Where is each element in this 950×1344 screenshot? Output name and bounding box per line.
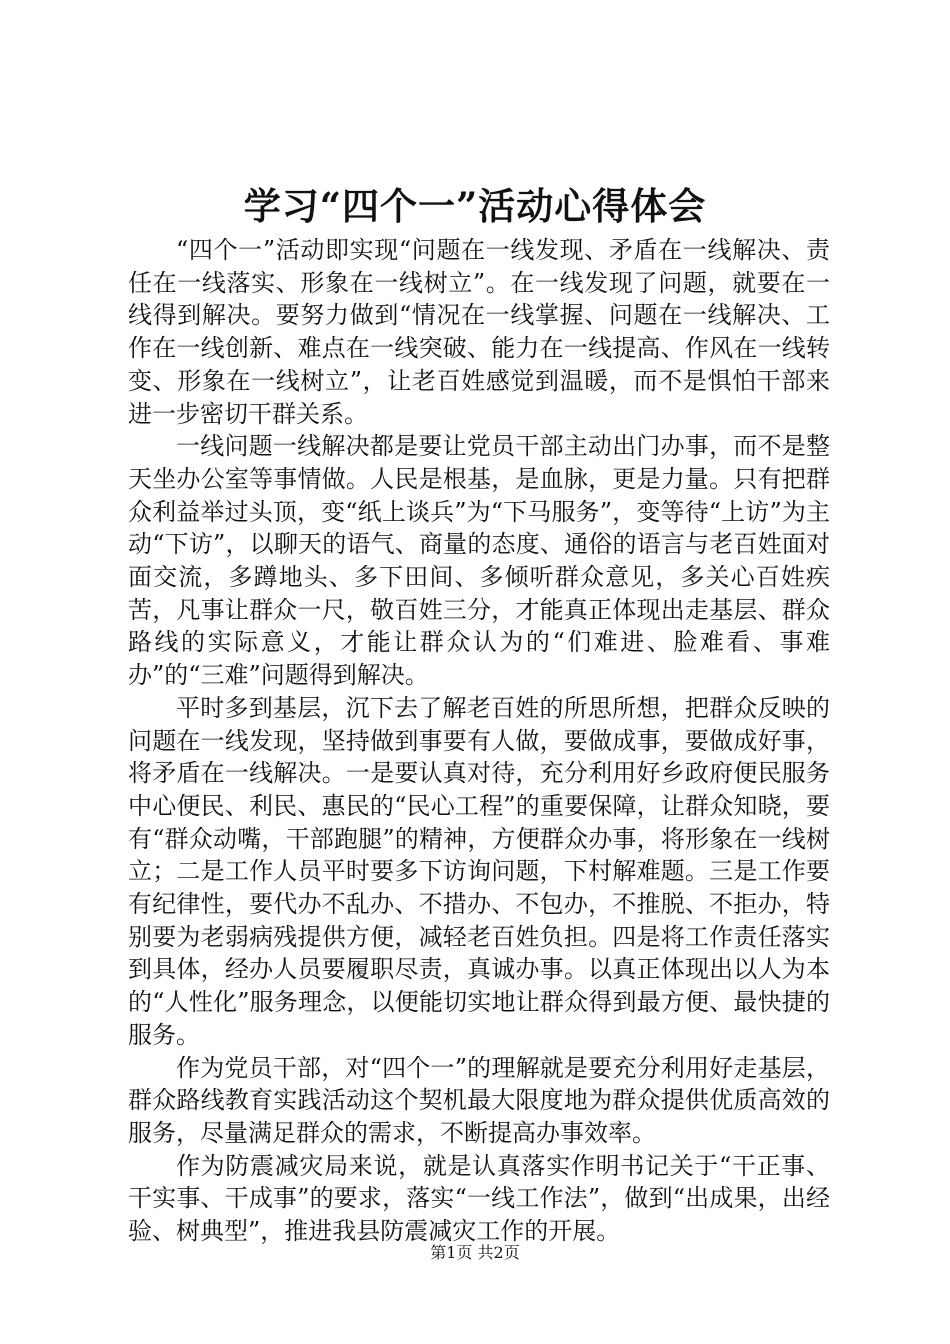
document-body [128, 234, 830, 1248]
paragraph-4: 作为党员干部，对“四个一”的理解就是要充分利用好走基层，群众路线教育实践活动这个契机最大限度地为群众提供优质高效的服务，尽量满足群众的需求，不断提高办事效率。 [128, 1053, 830, 1147]
document-title: 学习“四个一”活动心得体会 [243, 184, 707, 228]
paragraph-3: 平时多到基层，沉下去了解老百姓的所思所想，把群众反映的问题在一线发现，坚持做到事要有人做，要做成事，要做成好事，将矛盾在一线解决。一是要认真对待，充分利用好乡政府便民服务中心便民、利民、惠民的“民心工程”的重要保障，让群众知晓，要有“群众动嘴，干部跑腿”的精神，方便群众办事，将形象在一线树立；二是工作人员平时要多下访询问题，下村解难题。三是工作要有纪律性，要代办不乱办、不措办、不包办，不推脱、不拒办，特别要为老弱病残提供方便，减轻老百姓负担。四是将工作责任落实到具体，经办人员要履职尽责，真诚办事。以真正体现出以人为本的“人性化”服务理念，以便能切实地让群众得到最方便、最快捷的服务。 [128, 693, 830, 1049]
page-number-footer: 第1页 共2页 [430, 1243, 520, 1262]
paragraph-1: “四个一”活动即实现“问题在一线发现、矛盾在一线解决、责任在一线落实、形象在一线树立”。在一线发现了问题，就要在一线得到解决。要努力做到“情况在一线掌握、问题在一线解决、工作在一线创新、难点在一线突破、能力在一线提高、作风在一线转变、形象在一线树立”，让老百姓感觉到温暖，而不是惧怕干部来进一步密切干群关系。 [128, 236, 830, 428]
paragraph-5: 作为防震减灾局来说，就是认真落实作明书记关于“干正事、干实事、干成事”的要求，落实“一线工作法”，做到“出成果，出经验、树典型”，推进我县防震减灾工作的开展。 [128, 1151, 830, 1246]
paragraph-2: 一线问题一线解决都是要让党员干部主动出门办事，而不是整天坐办公室等事情做。人民是根基，是血脉，更是力量。只有把群众利益举过头顶，变“纸上谈兵”为“下马服务”，变等待“上访”为主动“下访”，以聊天的语气、商量的态度、通俗的语言与老百姓面对面交流，多蹲地头、多下田间、多倾听群众意见，多关心百姓疾苦，凡事让群众一尺，敬百姓三分，才能真正体现出走基层、群众路线的实际意义，才能让群众认为的“们难进、脸难看、事难办”的“三难”问题得到解决。 [128, 432, 830, 690]
